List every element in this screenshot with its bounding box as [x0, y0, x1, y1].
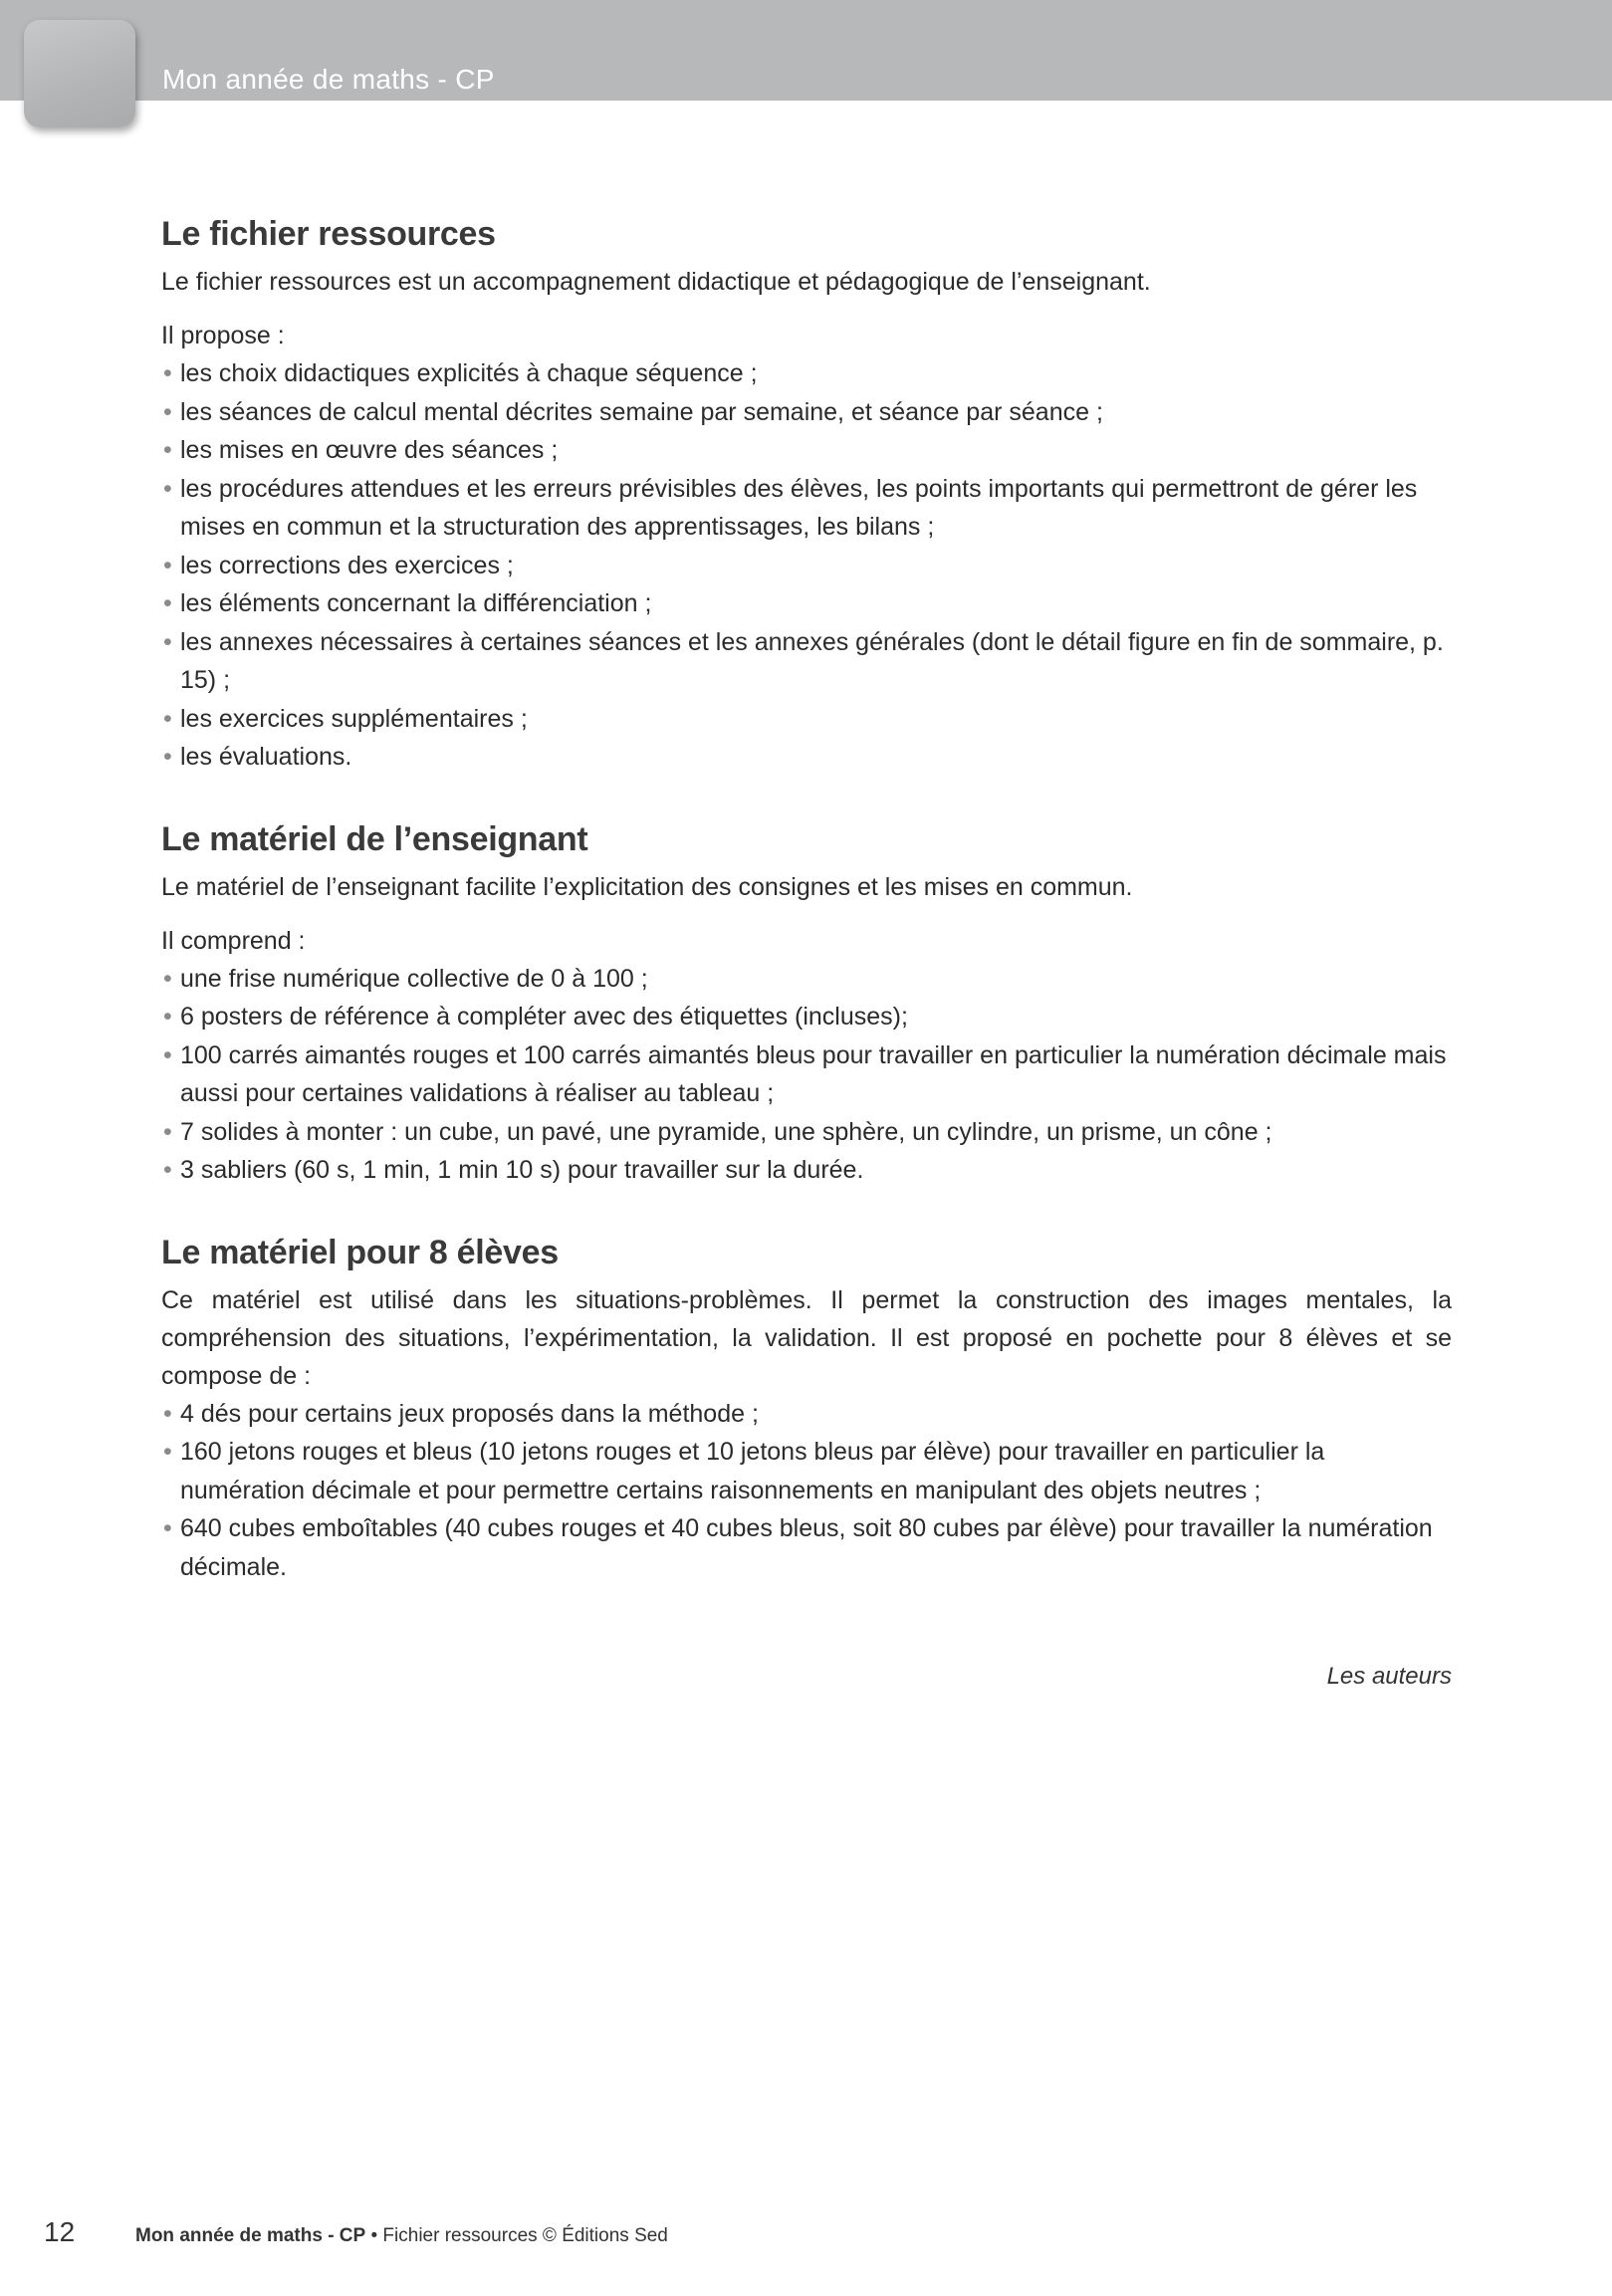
list-item: • les mises en œuvre des séances ;: [161, 431, 1452, 470]
bullet-icon: •: [163, 397, 172, 426]
list-item: • 3 sabliers (60 s, 1 min, 1 min 10 s) pour travailler sur la durée.: [161, 1151, 1452, 1190]
list-item: • les éléments concernant la différenciation ;: [161, 584, 1452, 623]
bullet-icon: •: [163, 1003, 172, 1031]
section-materiel-enseignant: [161, 816, 1452, 1190]
bullet-icon: •: [163, 474, 172, 503]
section-heading: Le matériel de l’enseignant: [161, 819, 588, 858]
bullet-icon: •: [163, 704, 172, 733]
bullet-icon: •: [163, 743, 172, 771]
bullet-icon: •: [163, 359, 172, 387]
bullet-icon: •: [163, 627, 172, 656]
section-materiel-eleves: [161, 1230, 1452, 1587]
bullet-list: [161, 960, 1452, 1190]
signature: Les auteurs: [1326, 1663, 1452, 1690]
header-corner-tab: [24, 20, 135, 127]
bullet-icon: •: [163, 1117, 172, 1146]
list-item: • les procédures attendues et les erreurs prévisibles des élèves, les points importants qui permettront de gérer les mises en commun et la structuration des apprentissages, les bilans ;: [161, 470, 1452, 547]
bullet-icon: •: [163, 436, 172, 464]
bullet-icon: •: [163, 1438, 172, 1466]
page-content: [161, 211, 1452, 1694]
footer-separator: •: [365, 2225, 383, 2246]
section-fichier-ressources: [161, 211, 1452, 777]
bullet-icon: •: [163, 964, 172, 993]
list-item: • une frise numérique collective de 0 à 100 ;: [161, 960, 1452, 999]
list-item: • 7 solides à monter : un cube, un pavé, une pyramide, une sphère, un cylindre, un prisme, un cône ;: [161, 1113, 1452, 1152]
list-item: • les corrections des exercices ;: [161, 547, 1452, 585]
bullet-list: [161, 354, 1452, 777]
page-number: 12: [44, 2216, 76, 2247]
bullet-icon: •: [163, 1040, 172, 1069]
footer-book-title: Mon année de maths - CP: [135, 2225, 366, 2246]
section-heading: Le matériel pour 8 élèves: [161, 1233, 559, 1271]
bullet-icon: •: [163, 1156, 172, 1184]
list-item: • 4 dés pour certains jeux proposés dans la méthode ;: [161, 1395, 1452, 1434]
bullet-icon: •: [163, 551, 172, 579]
list-item: • 6 posters de référence à compléter avec des étiquettes (incluses);: [161, 998, 1452, 1036]
bullet-icon: •: [163, 1514, 172, 1542]
running-header-title: Mon année de maths - CP: [162, 64, 495, 95]
bullet-list: [161, 1395, 1452, 1587]
list-item: • les exercices supplémentaires ;: [161, 700, 1452, 739]
section-heading: Le fichier ressources: [161, 215, 496, 253]
section-intro: Ce matériel est utilisé dans les situations-problèmes. Il permet la construction des images mentales, la compréhension des situations, l’expérimentation, la validation. Il est proposé en pochette pour 8 élèves et se compose de :: [161, 1285, 1452, 1390]
list-item: • les évaluations.: [161, 738, 1452, 777]
list-item: • les annexes nécessaires à certaines séances et les annexes générales (dont le détail figure en fin de sommaire, p. 15) ;: [161, 623, 1452, 700]
section-intro: Le fichier ressources est un accompagnement didactique et pédagogique de l’enseignant.: [161, 268, 1151, 296]
list-item: • 160 jetons rouges et bleus (10 jetons rouges et 10 jetons bleus par élève) pour travailler en particulier la numération décimale et pour permettre certains raisonnements en manipulant des objets neutres ;: [161, 1433, 1452, 1509]
page-footer: [44, 2216, 668, 2252]
list-item: • les choix didactiques explicités à chaque séquence ;: [161, 354, 1452, 393]
footer-text: [135, 2225, 668, 2247]
list-item: • 100 carrés aimantés rouges et 100 carrés aimantés bleus pour travailler en particulier la numération décimale mais aussi pour certaines validations à réaliser au tableau ;: [161, 1036, 1452, 1113]
list-item: • les séances de calcul mental décrites semaine par semaine, et séance par séance ;: [161, 393, 1452, 432]
list-item: • 640 cubes emboîtables (40 cubes rouges et 40 cubes bleus, soit 80 cubes par élève) pour travailler la numération décimale.: [161, 1509, 1452, 1586]
bullet-icon: •: [163, 589, 172, 617]
bullet-icon: •: [163, 1399, 172, 1428]
section-intro: Le matériel de l’enseignant facilite l’explicitation des consignes et les mises en commun.: [161, 872, 1133, 901]
list-lead: Il propose :: [161, 322, 285, 349]
list-lead: Il comprend :: [161, 926, 306, 955]
footer-publisher: Fichier ressources © Éditions Sed: [382, 2225, 668, 2246]
